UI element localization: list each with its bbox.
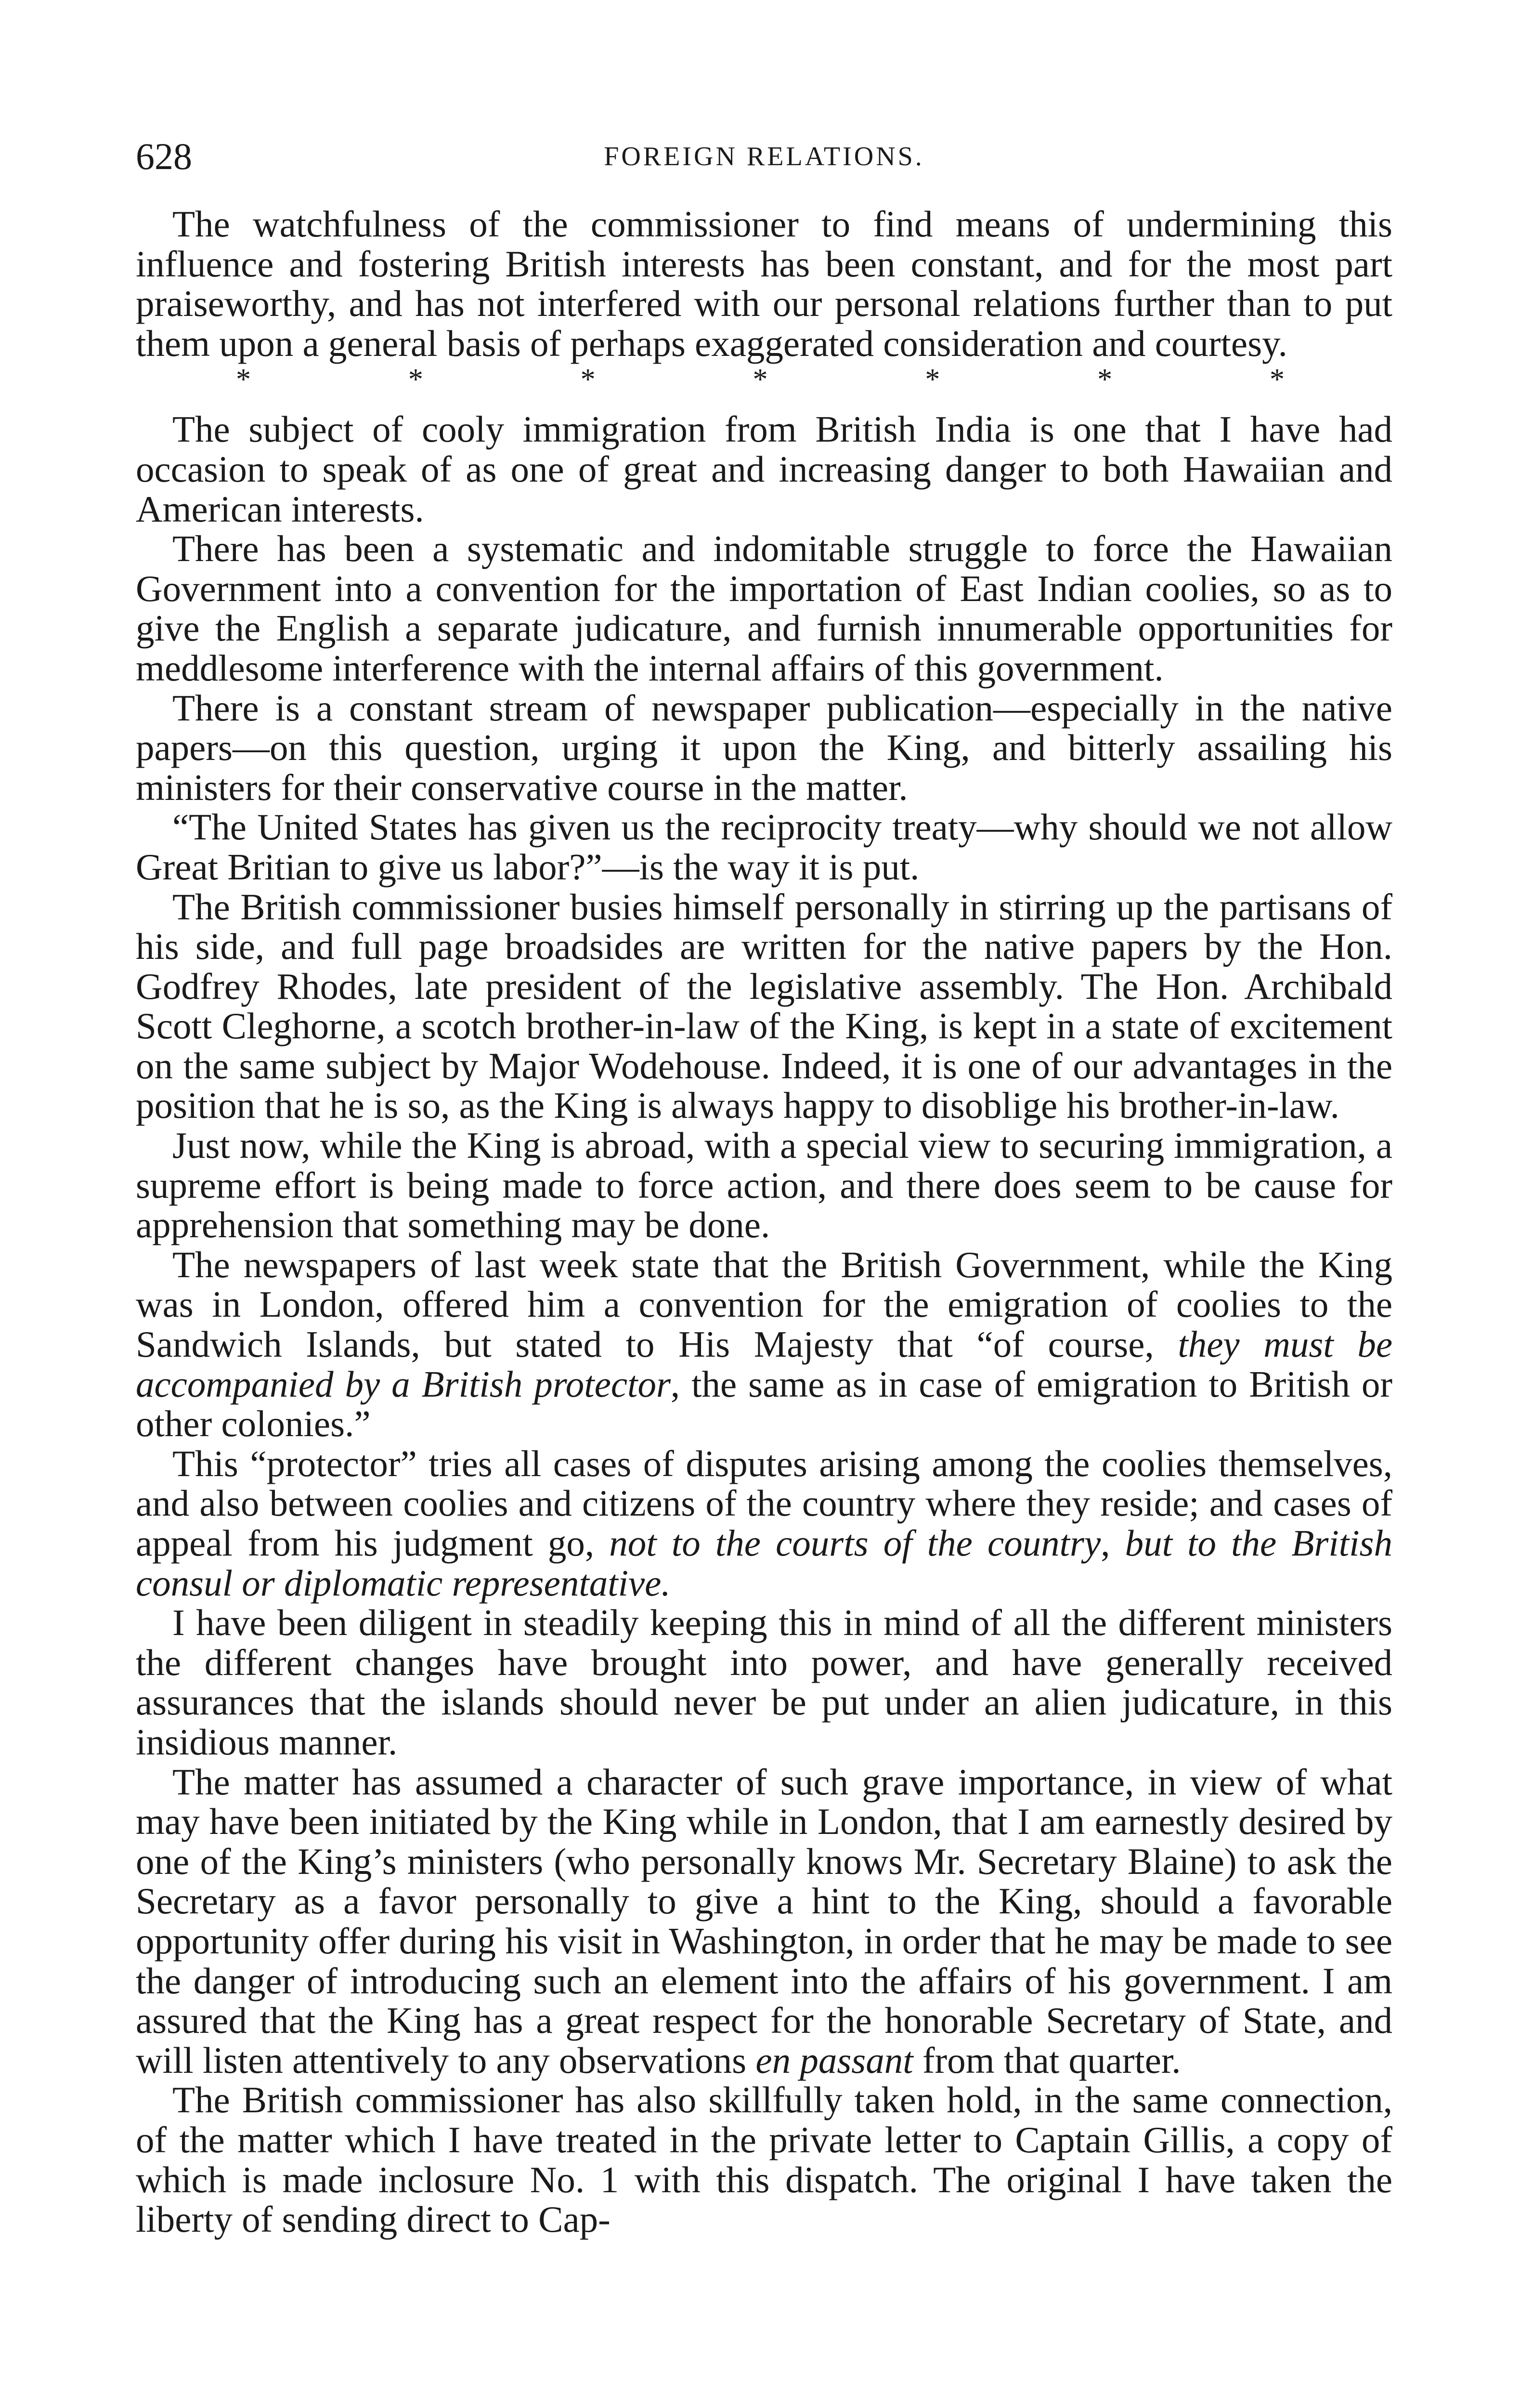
paragraph-king-abroad: Just now, while the King is abroad, with a special view to securing immigration, a supreme effort is being made to force action, and there does seem to be cause for apprehension that something may be done. — [136, 1125, 1392, 1246]
italic-text: but to the British consul or diplomatic representative. — [136, 1522, 1393, 1604]
page-number: 628 — [136, 135, 192, 177]
body-text — [136, 204, 1392, 2239]
italic-text: they must be accompanied by a British protector — [136, 1323, 1393, 1405]
paragraph-grave-importance — [136, 1762, 1392, 2081]
paragraph-text: from that quarter. — [913, 2039, 1181, 2081]
paragraph-newspapers-last-week — [136, 1245, 1392, 1444]
separator-star: * — [236, 363, 251, 396]
paragraph-text: This “protector” tries all cases of disputes arising among the coolies themselves, and also between coolies and citizens of the country where they reside; and cases of appeal from his judgment go, — [136, 1442, 1392, 1564]
paragraph-text: , the same as in case of emigration to British or other colonies.” — [136, 1363, 1392, 1445]
page-header — [136, 130, 1392, 183]
paragraph-text: The newspapers of last week state that the British Government, while the King was in London, offered him a convention for the emigration of coolies to the Sandwich Islands, but stated to His Majesty that “of course, — [136, 1243, 1392, 1365]
section-separator — [136, 363, 1392, 396]
paragraph-cooly-immigration: The subject of cooly immigration from British India is one that I have had occasion to speak of as one of great and increasing danger to both Hawaiian and American interests. — [136, 408, 1392, 530]
paragraph-british-commissioner: The British commissioner busies himself personally in stirring up the partisans of his side, and full page broadsides are written for the native papers by the Hon. Godfrey Rhodes, late president of the legislative assembly. The Hon. Archibald Scott Cleghorne, a scotch brother-in-law of the King, is kept in a state of excitement on the same subject by Major Wodehouse. Indeed, it is one of our advantages in the position that he is so, as the King is always happy to disoblige his brother-in-law. — [136, 886, 1392, 1126]
paragraph-diligent: I have been diligent in steadily keeping this in mind of all the different ministers the different changes have brought into power, and have generally received assurances that the islands should never be put under an alien judicature, in this insidious manner. — [136, 1602, 1392, 1763]
italic-text: en passant — [755, 2039, 913, 2081]
paragraph-reciprocity-quote: “The United States has given us the reciprocity treaty—why should we not allow Great Britian to give us labor?”—is the way it is put. — [136, 806, 1392, 888]
paragraph-text: The matter has assumed a character of such grave importance, in view of what may have been initiated by the King while in London, that I am earnestly desired by one of the King’s ministers (who personally knows Mr. Secretary Blaine) to ask the Secretary as a favor personally to give a hint to the King, should a favorable opportunity offer during his visit in Washington, in order that he may be made to see the danger of introducing such an element into the affairs of his government. I am assured that the King has a great respect for the honorable Secretary of State, and will listen attentively to any observations — [136, 1761, 1392, 2081]
separator-star: * — [408, 363, 423, 396]
separator-star: * — [925, 363, 940, 396]
separator-star: * — [753, 363, 768, 396]
italic-text: not to the courts of the country — [609, 1522, 1101, 1564]
paragraph-systematic-struggle: There has been a systematic and indomitable struggle to force the Hawaiian Government into a convention for the importation of East Indian coolies, so as to give the English a separate judicature, and furnish innumerable opportunities for meddlesome interference with the internal affairs of this government. — [136, 528, 1392, 689]
paragraph-text: , — [1101, 1522, 1125, 1564]
paragraph-newspaper-publication: There is a constant stream of newspaper publication—especially in the native papers—on this question, urging it upon the King, and bitterly assailing his ministers for their conservative course in the matter. — [136, 687, 1392, 808]
separator-star: * — [1269, 363, 1285, 396]
paragraph-protector — [136, 1444, 1392, 1603]
running-head: FOREIGN RELATIONS. — [604, 142, 924, 171]
paragraph-watchfulness: The watchfulness of the commissioner to find means of undermining this influence and fostering British interests has been constant, and for the most part praiseworthy, and has not interfered with our personal relations further than to put them upon a general basis of perhaps exaggerated consideration and courtesy. — [136, 203, 1392, 364]
paragraph-captain-gillis: The British commissioner has also skillfully taken hold, in the same connection, of the matter which I have treated in the private letter to Captain Gillis, a copy of which is made inclosure No. 1 with this dispatch. The original I have taken the liberty of sending direct to Cap- — [136, 2079, 1392, 2240]
separator-star: * — [580, 363, 596, 396]
document-page — [136, 130, 1392, 2239]
separator-star: * — [1097, 363, 1113, 396]
